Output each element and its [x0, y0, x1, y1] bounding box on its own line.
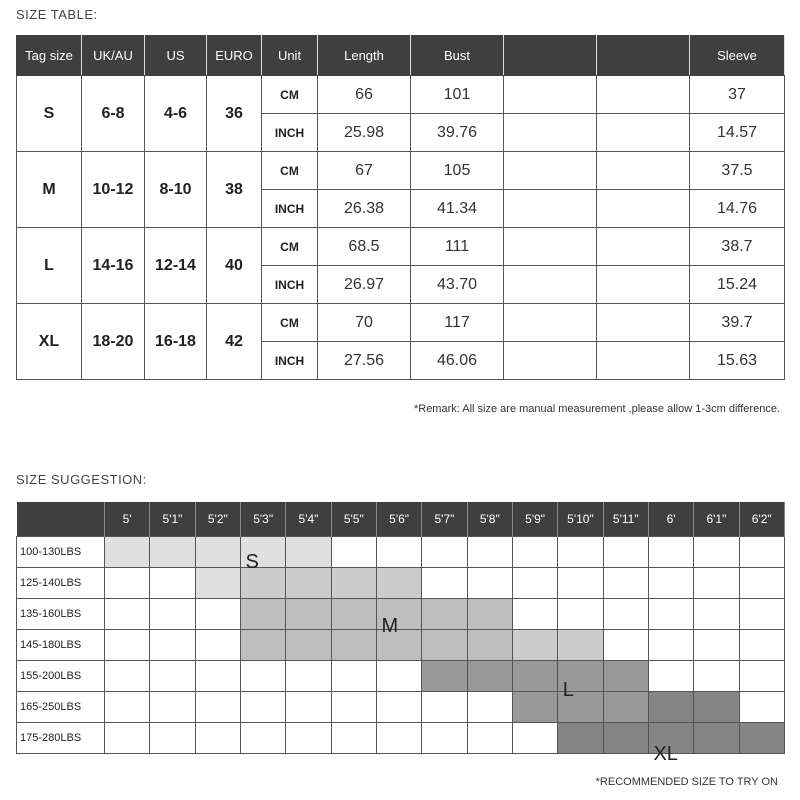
- header-euro: EURO: [207, 36, 262, 76]
- height-header: 5'1": [150, 502, 195, 537]
- suggestion-cell: [739, 723, 784, 754]
- suggestion-cell: [739, 537, 784, 568]
- length-cm-cell: 66: [318, 76, 411, 114]
- size-table-header-row: [17, 36, 785, 76]
- tag-size-cell: XL: [17, 304, 82, 380]
- suggestion-header-row: [17, 502, 785, 537]
- unit-cm-cell: CM: [262, 304, 318, 342]
- suggestion-cell: [105, 568, 150, 599]
- size-row-1-cm: [17, 152, 785, 190]
- height-header: 5'7": [422, 502, 467, 537]
- header-bust: Bust: [411, 36, 504, 76]
- weight-label: 100-130LBS: [17, 537, 105, 568]
- tag-size-cell: L: [17, 228, 82, 304]
- bust-cm-cell: 101: [411, 76, 504, 114]
- zone-label-s: S: [245, 551, 259, 573]
- header-corner: [17, 502, 105, 537]
- suggestion-cell: [467, 692, 512, 723]
- suggestion-cell: [512, 692, 557, 723]
- suggestion-cell: [105, 630, 150, 661]
- suggestion-cell: [694, 537, 739, 568]
- suggestion-cell: [286, 661, 331, 692]
- header-unit: Unit: [262, 36, 318, 76]
- header-blank-2: [597, 36, 690, 76]
- suggestion-cell: [512, 723, 557, 754]
- suggestion-cell: [286, 568, 331, 599]
- suggestion-cell: [105, 537, 150, 568]
- size-table-heading: SIZE TABLE:: [16, 7, 98, 22]
- suggestion-cell: [240, 661, 285, 692]
- unit-inch-cell: INCH: [262, 190, 318, 228]
- height-header: 5'9": [512, 502, 557, 537]
- suggestion-cell: [558, 599, 603, 630]
- blank-cell: [504, 190, 597, 228]
- length-inch-cell: 25.98: [318, 114, 411, 152]
- blank-cell: [504, 342, 597, 380]
- suggestion-cell: [694, 723, 739, 754]
- suggestion-cell: [648, 599, 693, 630]
- suggestion-cell: [603, 723, 648, 754]
- uk-au-cell: 14-16: [82, 228, 145, 304]
- blank-cell: [597, 342, 690, 380]
- suggestion-cell: [694, 692, 739, 723]
- length-cm-cell: 68.5: [318, 228, 411, 266]
- suggestion-cell: [331, 723, 376, 754]
- unit-cm-cell: CM: [262, 228, 318, 266]
- remark-note: *Remark: All size are manual measurement ,please allow 1-3cm difference.: [413, 403, 780, 415]
- header-blank-1: [504, 36, 597, 76]
- blank-cell: [504, 266, 597, 304]
- suggestion-cell: [467, 661, 512, 692]
- sleeve-cm-cell: 37: [690, 76, 785, 114]
- suggestion-cell: [331, 537, 376, 568]
- header-tag-size: Tag size: [17, 36, 82, 76]
- bust-inch-cell: 43.70: [411, 266, 504, 304]
- blank-cell: [504, 76, 597, 114]
- us-cell: 16-18: [145, 304, 207, 380]
- suggestion-cell: [286, 630, 331, 661]
- size-suggestion-table: [16, 502, 785, 754]
- height-header: 5'8": [467, 502, 512, 537]
- length-cm-cell: 67: [318, 152, 411, 190]
- suggestion-cell: [150, 723, 195, 754]
- weight-label: 175-280LBS: [17, 723, 105, 754]
- suggestion-cell: [376, 537, 421, 568]
- unit-inch-cell: INCH: [262, 266, 318, 304]
- weight-row: [17, 537, 785, 568]
- length-cm-cell: 70: [318, 304, 411, 342]
- length-inch-cell: 26.38: [318, 190, 411, 228]
- unit-inch-cell: INCH: [262, 114, 318, 152]
- suggestion-cell: [105, 661, 150, 692]
- suggestion-cell: [694, 630, 739, 661]
- suggestion-cell: [739, 599, 784, 630]
- blank-cell: [597, 266, 690, 304]
- blank-cell: [504, 228, 597, 266]
- suggestion-cell: [331, 661, 376, 692]
- suggestion-cell: [150, 630, 195, 661]
- suggestion-cell: [195, 630, 240, 661]
- suggestion-cell: [150, 599, 195, 630]
- suggestion-cell: [739, 692, 784, 723]
- suggestion-cell: [286, 723, 331, 754]
- suggestion-cell: [739, 630, 784, 661]
- suggestion-cell: [195, 661, 240, 692]
- us-cell: 4-6: [145, 76, 207, 152]
- euro-cell: 38: [207, 152, 262, 228]
- blank-cell: [504, 114, 597, 152]
- length-inch-cell: 26.97: [318, 266, 411, 304]
- suggestion-cell: [240, 692, 285, 723]
- blank-cell: [597, 114, 690, 152]
- header-us: US: [145, 36, 207, 76]
- suggestion-cell: [694, 661, 739, 692]
- suggestion-cell: [376, 692, 421, 723]
- bust-cm-cell: 111: [411, 228, 504, 266]
- suggestion-cell: [603, 630, 648, 661]
- suggestion-cell: [512, 537, 557, 568]
- suggestion-cell: [512, 568, 557, 599]
- suggestion-cell: [286, 599, 331, 630]
- suggestion-cell: [150, 568, 195, 599]
- suggestion-cell: [648, 661, 693, 692]
- weight-label: 145-180LBS: [17, 630, 105, 661]
- suggestion-cell: [467, 568, 512, 599]
- uk-au-cell: 6-8: [82, 76, 145, 152]
- suggestion-cell: [240, 630, 285, 661]
- height-header: 6'2": [739, 502, 784, 537]
- blank-cell: [504, 152, 597, 190]
- size-row-3-cm: [17, 304, 785, 342]
- tag-size-cell: M: [17, 152, 82, 228]
- zone-label-m: M: [381, 615, 399, 637]
- suggestion-cell: [694, 599, 739, 630]
- suggestion-cell: [331, 630, 376, 661]
- us-cell: 12-14: [145, 228, 207, 304]
- weight-row: [17, 692, 785, 723]
- suggestion-cell: [150, 692, 195, 723]
- suggestion-cell: [240, 599, 285, 630]
- suggestion-cell: [150, 537, 195, 568]
- suggestion-cell: [558, 723, 603, 754]
- suggestion-cell: [150, 661, 195, 692]
- suggestion-cell: [467, 599, 512, 630]
- blank-cell: [504, 304, 597, 342]
- suggestion-cell: [422, 568, 467, 599]
- suggestion-cell: [286, 692, 331, 723]
- blank-cell: [597, 228, 690, 266]
- height-header: 6': [648, 502, 693, 537]
- header-uk-au: UK/AU: [82, 36, 145, 76]
- euro-cell: 36: [207, 76, 262, 152]
- suggestion-cell: [422, 537, 467, 568]
- suggestion-cell: [195, 723, 240, 754]
- height-header: 5'2": [195, 502, 240, 537]
- weight-row: [17, 599, 785, 630]
- bust-cm-cell: 117: [411, 304, 504, 342]
- suggestion-cell: [558, 630, 603, 661]
- height-header: 5'6": [376, 502, 421, 537]
- suggestion-cell: [558, 537, 603, 568]
- suggestion-cell: [105, 599, 150, 630]
- suggestion-cell: [195, 692, 240, 723]
- size-suggestion-heading: SIZE SUGGESTION:: [16, 472, 147, 487]
- suggestion-cell: [195, 599, 240, 630]
- euro-cell: 42: [207, 304, 262, 380]
- height-header: 5'4": [286, 502, 331, 537]
- uk-au-cell: 10-12: [82, 152, 145, 228]
- bust-inch-cell: 41.34: [411, 190, 504, 228]
- suggestion-cell: [331, 599, 376, 630]
- suggestion-cell: [467, 537, 512, 568]
- height-header: 5'11": [603, 502, 648, 537]
- recommend-note: *RECOMMENDED SIZE TO TRY ON: [595, 776, 778, 788]
- weight-label: 135-160LBS: [17, 599, 105, 630]
- suggestion-cell: [422, 630, 467, 661]
- suggestion-cell: [603, 692, 648, 723]
- suggestion-cell: [512, 661, 557, 692]
- suggestion-cell: [603, 568, 648, 599]
- size-row-0-cm: [17, 76, 785, 114]
- header-sleeve: Sleeve: [690, 36, 785, 76]
- suggestion-cell: [467, 630, 512, 661]
- height-header: 5'5": [331, 502, 376, 537]
- suggestion-cell: [648, 537, 693, 568]
- bust-inch-cell: 46.06: [411, 342, 504, 380]
- height-header: 5'3": [240, 502, 285, 537]
- unit-cm-cell: CM: [262, 152, 318, 190]
- height-header: 5'10": [558, 502, 603, 537]
- suggestion-cell: [512, 630, 557, 661]
- sleeve-inch-cell: 15.24: [690, 266, 785, 304]
- suggestion-cell: [422, 599, 467, 630]
- weight-label: 155-200LBS: [17, 661, 105, 692]
- tag-size-cell: S: [17, 76, 82, 152]
- suggestion-cell: [422, 661, 467, 692]
- sleeve-inch-cell: 14.76: [690, 190, 785, 228]
- unit-cm-cell: CM: [262, 76, 318, 114]
- weight-row: [17, 661, 785, 692]
- blank-cell: [597, 152, 690, 190]
- weight-row: [17, 630, 785, 661]
- length-inch-cell: 27.56: [318, 342, 411, 380]
- blank-cell: [597, 76, 690, 114]
- us-cell: 8-10: [145, 152, 207, 228]
- suggestion-cell: [376, 661, 421, 692]
- weight-label: 125-140LBS: [17, 568, 105, 599]
- sleeve-cm-cell: 39.7: [690, 304, 785, 342]
- suggestion-cell: [422, 692, 467, 723]
- suggestion-cell: [603, 537, 648, 568]
- suggestion-cell: [105, 692, 150, 723]
- sleeve-cm-cell: 37.5: [690, 152, 785, 190]
- suggestion-cell: [739, 661, 784, 692]
- suggestion-cell: [422, 723, 467, 754]
- suggestion-cell: [331, 692, 376, 723]
- suggestion-cell: [376, 723, 421, 754]
- suggestion-cell: [558, 568, 603, 599]
- bust-inch-cell: 39.76: [411, 114, 504, 152]
- suggestion-cell: [105, 723, 150, 754]
- blank-cell: [597, 190, 690, 228]
- sleeve-cm-cell: 38.7: [690, 228, 785, 266]
- size-row-2-cm: [17, 228, 785, 266]
- suggestion-cell: [240, 723, 285, 754]
- sleeve-inch-cell: 15.63: [690, 342, 785, 380]
- suggestion-cell: [195, 537, 240, 568]
- suggestion-cell: [648, 630, 693, 661]
- suggestion-cell: [648, 692, 693, 723]
- sleeve-inch-cell: 14.57: [690, 114, 785, 152]
- suggestion-cell: [648, 568, 693, 599]
- suggestion-cell: [376, 568, 421, 599]
- header-length: Length: [318, 36, 411, 76]
- uk-au-cell: 18-20: [82, 304, 145, 380]
- weight-label: 165-250LBS: [17, 692, 105, 723]
- suggestion-cell: [603, 599, 648, 630]
- weight-row: [17, 568, 785, 599]
- bust-cm-cell: 105: [411, 152, 504, 190]
- unit-inch-cell: INCH: [262, 342, 318, 380]
- suggestion-cell: [512, 599, 557, 630]
- suggestion-cell: [739, 568, 784, 599]
- height-header: 5': [105, 502, 150, 537]
- suggestion-cell: [694, 568, 739, 599]
- suggestion-cell: [286, 537, 331, 568]
- suggestion-cell: [195, 568, 240, 599]
- height-header: 6'1": [694, 502, 739, 537]
- suggestion-cell: [603, 661, 648, 692]
- suggestion-cell: [331, 568, 376, 599]
- zone-label-xl: XL: [653, 743, 678, 765]
- zone-label-l: L: [562, 679, 574, 701]
- blank-cell: [597, 304, 690, 342]
- suggestion-cell: [467, 723, 512, 754]
- size-table: [16, 35, 785, 380]
- euro-cell: 40: [207, 228, 262, 304]
